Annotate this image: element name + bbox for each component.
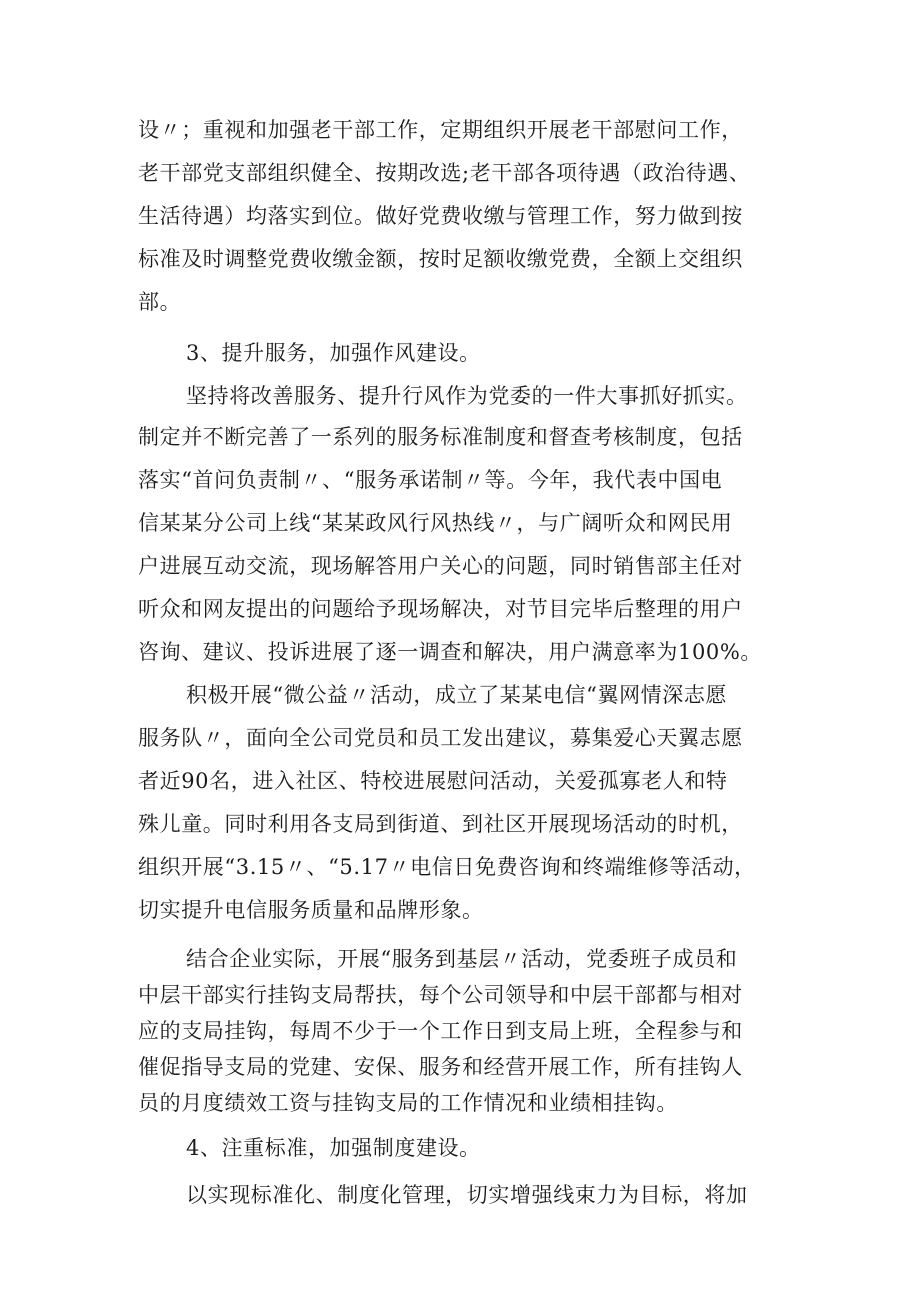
text-line: 员的月度绩效工资与挂钩支局的工作情况和业绩相挂钩。	[138, 1091, 678, 1115]
text-line: 设〃；重视和加强老干部工作，定期组织开展老干部慰问工作，	[138, 118, 743, 142]
text-line: 户进展互动交流，现场解答用户关心的问题，同时销售部主任对	[138, 554, 743, 578]
text-line: 制定并不断完善了一系列的服务标准制度和督查考核制度，包括	[138, 425, 743, 449]
text-line: 落实“首问负责制〃、“服务承诺制〃等。今年，我代表中国电	[138, 468, 723, 492]
text-line: 积极开展“微公益〃活动，成立了某某电信“翼网情深志愿	[186, 683, 728, 707]
text-line: 坚持将改善服务、提升行风作为党委的一件大事抓好抓实。	[186, 384, 748, 408]
text-line: 听众和网友提出的问题给予现场解决，对节目完毕后整理的用户	[138, 597, 743, 621]
text-line: 部。	[138, 290, 182, 314]
text-line: 中层干部实行挂钩支局帮扶，每个公司领导和中层干部都与相对	[138, 983, 743, 1007]
text-line: 以实现标准化、制度化管理，切实增强线束力为目标，将加	[186, 1183, 748, 1207]
text-line: 咨询、建议、投诉进展了逐一调查和解决，用户满意率为100%。	[138, 640, 763, 664]
text-line: 信某某分公司上线“某某政风行风热线〃，与广阔听众和网民用	[138, 511, 733, 535]
text-line: 催促指导支局的党建、安保、服务和经营开展工作，所有挂钩人	[138, 1055, 743, 1079]
section-heading: 3、提升服务，加强作风建设。	[186, 341, 481, 365]
text-line: 标准及时调整党费收缴金额，按时足额收缴党费，全额上交组织	[138, 247, 743, 271]
text-line: 切实提升电信服务质量和品牌形象。	[138, 898, 484, 922]
text-line: 者近90名，进入社区、特校进展慰问活动，关爱孤寡老人和特	[138, 769, 728, 793]
text-line: 结合企业实际，开展“服务到基层〃活动，党委班子成员和	[186, 947, 738, 971]
text-line: 老干部党支部组织健全、按期改选;老干部各项待遇（政治待遇、	[138, 161, 751, 185]
text-line: 生活待遇）均落实到位。做好党费收缴与管理工作，努力做到按	[138, 204, 743, 228]
text-line: 应的支局挂钩，每周不少于一个工作日到支局上班，全程参与和	[138, 1019, 743, 1043]
section-heading: 4、注重标准，加强制度建设。	[186, 1136, 481, 1160]
text-line: 服务队〃，面向全公司党员和员工发出建议，募集爱心天翼志愿	[138, 726, 743, 750]
text-line: 殊儿童。同时利用各支局到街道、到社区开展现场活动的时机，	[138, 812, 743, 836]
text-line: 组织开展“3.15〃、“5.17〃电信日免费咨询和终端维修等活动，	[138, 855, 756, 879]
